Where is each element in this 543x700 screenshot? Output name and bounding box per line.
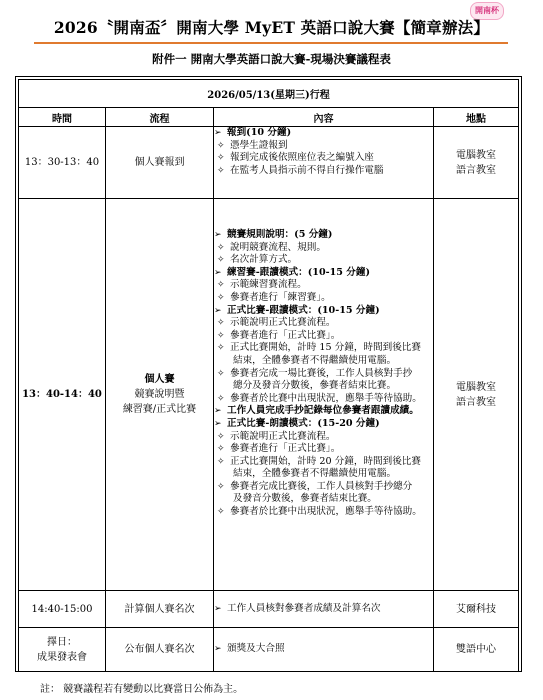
time-line: 擇日： bbox=[47, 636, 77, 648]
content-line bbox=[214, 305, 433, 318]
row-content bbox=[214, 591, 434, 628]
page-title: 2026〝開南盃〞開南大學 MyET 英語口說大賽【簡章辦法】 bbox=[53, 18, 490, 37]
diamond-bullet-icon: ✧ bbox=[217, 456, 225, 467]
header-row bbox=[19, 108, 519, 127]
arrow-bullet-icon: ➢ bbox=[214, 603, 222, 614]
content-line bbox=[214, 393, 433, 406]
row-content bbox=[214, 199, 434, 591]
title-divider bbox=[34, 42, 508, 44]
content-text: 參賽者完成一場比賽後，工作人員核對手抄 bbox=[230, 367, 413, 379]
content-line bbox=[214, 493, 433, 506]
arrow-bullet-icon: ➢ bbox=[214, 418, 222, 429]
diamond-bullet-icon: ✧ bbox=[217, 292, 225, 303]
content-text: 練習賽-跟讀模式：(10-15 分鐘) bbox=[227, 266, 371, 278]
header-content: 內容 bbox=[214, 108, 434, 127]
diamond-bullet-icon: ✧ bbox=[217, 140, 225, 151]
content-text: 名次計算方式。 bbox=[230, 254, 298, 266]
arrow-bullet-icon: ➢ bbox=[214, 128, 222, 138]
content-text: 工作人員完成手抄記錄每位參賽者跟讀成績。 bbox=[227, 405, 419, 417]
row-time bbox=[19, 628, 106, 672]
content-text: 參賽者於比賽中出現狀況，應舉手等待協助。 bbox=[230, 506, 422, 518]
location-line: 電腦教室 bbox=[456, 149, 496, 161]
content-line bbox=[214, 355, 433, 368]
row-location bbox=[434, 127, 519, 199]
diamond-bullet-icon: ✧ bbox=[217, 507, 225, 518]
time-line: 成果發表會 bbox=[37, 651, 87, 663]
content-line bbox=[214, 279, 433, 292]
content-line bbox=[214, 242, 433, 255]
diamond-bullet-icon: ✧ bbox=[217, 431, 225, 442]
content-text: 競賽規則說明：(5 分鐘) bbox=[227, 229, 333, 240]
content-line bbox=[214, 643, 433, 656]
content-text: 參賽者進行「正式比賽」。 bbox=[230, 329, 341, 341]
location-line: 語言教室 bbox=[456, 396, 496, 408]
row-time bbox=[19, 199, 106, 591]
table-row bbox=[19, 199, 519, 591]
content-text: 正式比賽開始，計時 15 分鐘，時間到後比賽 bbox=[230, 342, 421, 354]
content-text: 工作人員核對參賽者成績及計算名次 bbox=[227, 602, 381, 614]
content-line bbox=[214, 165, 433, 178]
diamond-bullet-icon: ✧ bbox=[217, 368, 225, 379]
content-line bbox=[214, 405, 433, 418]
flow-line: 公布個人賽名次 bbox=[124, 644, 195, 655]
content-line bbox=[214, 127, 433, 140]
table-row bbox=[19, 628, 519, 672]
content-text: 正式比賽開始，計時 20 分鐘，時間到後比賽 bbox=[230, 455, 421, 467]
content-line bbox=[214, 443, 433, 456]
content-text: 參賽者於比賽中出現狀況，應舉手等待協助。 bbox=[230, 392, 422, 404]
row-flow bbox=[106, 591, 214, 628]
date-row bbox=[19, 80, 519, 108]
content-line bbox=[214, 267, 433, 280]
content-text: 總分及發音分數後，參賽者結束比賽。 bbox=[233, 380, 397, 392]
content-text: 報到完成後依照座位表之編號入座 bbox=[230, 152, 374, 164]
location-line: 電腦教室 bbox=[456, 381, 496, 393]
diamond-bullet-icon: ✧ bbox=[217, 255, 225, 266]
content-line bbox=[214, 317, 433, 330]
content-line bbox=[214, 368, 433, 381]
content-line bbox=[214, 380, 433, 393]
flow-line: 個人賽報到 bbox=[134, 157, 185, 168]
content-line bbox=[214, 603, 433, 616]
content-line bbox=[214, 292, 433, 305]
row-flow bbox=[106, 199, 214, 591]
content-line bbox=[214, 506, 433, 519]
time-line: 13：40-14：40 bbox=[22, 389, 102, 400]
content-text: 示範練習賽流程。 bbox=[230, 279, 307, 291]
diamond-bullet-icon: ✧ bbox=[217, 343, 225, 354]
content-text: 正式比賽-跟讀模式：(10-15 分鐘) bbox=[227, 304, 380, 316]
content-line bbox=[214, 152, 433, 165]
row-location bbox=[434, 628, 519, 672]
content-text: 頒獎及大合照 bbox=[227, 643, 285, 655]
content-line bbox=[214, 418, 433, 431]
arrow-bullet-icon: ➢ bbox=[214, 267, 222, 278]
content-text: 示範說明正式比賽流程。 bbox=[230, 430, 336, 442]
content-text: 說明競賽流程、規則。 bbox=[230, 241, 326, 253]
row-time bbox=[19, 127, 106, 199]
location-line: 艾爾科技 bbox=[456, 603, 496, 615]
arrow-bullet-icon: ➢ bbox=[214, 305, 222, 316]
content-line bbox=[214, 330, 433, 343]
content-text: 憑學生證報到 bbox=[230, 139, 288, 151]
content-line bbox=[214, 456, 433, 469]
flow-line: 競賽說明暨 bbox=[134, 389, 185, 400]
diamond-bullet-icon: ✧ bbox=[217, 165, 225, 176]
content-text: 示範說明正式比賽流程。 bbox=[230, 317, 336, 329]
row-content bbox=[214, 127, 434, 199]
arrow-bullet-icon: ➢ bbox=[214, 230, 222, 240]
content-line bbox=[214, 481, 433, 494]
header-time: 時間 bbox=[19, 108, 106, 127]
location-line: 語言教室 bbox=[456, 164, 496, 176]
content-text: 結束，全體參賽者不得繼續使用電腦。 bbox=[233, 468, 397, 480]
content-line bbox=[214, 229, 433, 242]
flow-line: 練習賽/正式比賽 bbox=[122, 404, 197, 415]
row-location bbox=[434, 199, 519, 591]
arrow-bullet-icon: ➢ bbox=[214, 644, 222, 655]
row-time bbox=[19, 591, 106, 628]
header-flow: 流程 bbox=[106, 108, 214, 127]
diamond-bullet-icon: ✧ bbox=[217, 393, 225, 404]
schedule-rows bbox=[19, 127, 519, 672]
time-line: 13：30-13：40 bbox=[24, 157, 100, 168]
location-line: 雙語中心 bbox=[456, 644, 496, 655]
diamond-bullet-icon: ✧ bbox=[217, 280, 225, 291]
row-flow bbox=[106, 628, 214, 672]
footnote: 註： 競賽議程若有變動以比賽當日公佈為主。 bbox=[40, 684, 244, 695]
row-flow bbox=[106, 127, 214, 199]
row-location bbox=[434, 591, 519, 628]
time-line: 14:40-15:00 bbox=[31, 603, 93, 615]
arrow-bullet-icon: ➢ bbox=[214, 406, 222, 417]
table-row bbox=[19, 127, 519, 199]
event-logo: 開南杯 bbox=[470, 2, 504, 20]
header-location: 地點 bbox=[434, 108, 519, 127]
schedule-subtitle: 附件一 開南大學英語口說大賽-現場決賽議程表 bbox=[152, 52, 391, 66]
content-line bbox=[214, 431, 433, 444]
flow-line: 計算個人賽名次 bbox=[124, 603, 195, 615]
diamond-bullet-icon: ✧ bbox=[217, 330, 225, 341]
content-line bbox=[214, 254, 433, 267]
content-line bbox=[214, 468, 433, 481]
diamond-bullet-icon: ✧ bbox=[217, 242, 225, 253]
diamond-bullet-icon: ✧ bbox=[217, 481, 225, 492]
content-text: 正式比賽-朗讀模式：(15-20 分鐘) bbox=[227, 417, 380, 429]
content-line bbox=[214, 140, 433, 153]
diamond-bullet-icon: ✧ bbox=[217, 444, 225, 455]
diamond-bullet-icon: ✧ bbox=[217, 318, 225, 329]
content-text: 報到(10 分鐘) bbox=[227, 127, 292, 138]
content-line bbox=[214, 342, 433, 355]
row-content bbox=[214, 628, 434, 672]
content-text: 及發音分數後，參賽者結束比賽。 bbox=[233, 493, 377, 505]
schedule-table bbox=[18, 79, 519, 672]
table-row bbox=[19, 591, 519, 628]
schedule-date: 2026/05/13(星期三)行程 bbox=[19, 80, 519, 108]
diamond-bullet-icon: ✧ bbox=[217, 153, 225, 164]
content-text: 參賽者進行「正式比賽」。 bbox=[230, 443, 341, 455]
content-text: 結束，全體參賽者不得繼續使用電腦。 bbox=[233, 354, 397, 366]
content-text: 在監考人員指示前不得自行操作電腦 bbox=[230, 164, 384, 176]
content-text: 參賽者完成比賽後，工作人員核對手抄總分 bbox=[230, 480, 413, 492]
flow-line: 個人賽 bbox=[144, 374, 175, 385]
content-text: 參賽者進行「練習賽」。 bbox=[230, 291, 331, 303]
